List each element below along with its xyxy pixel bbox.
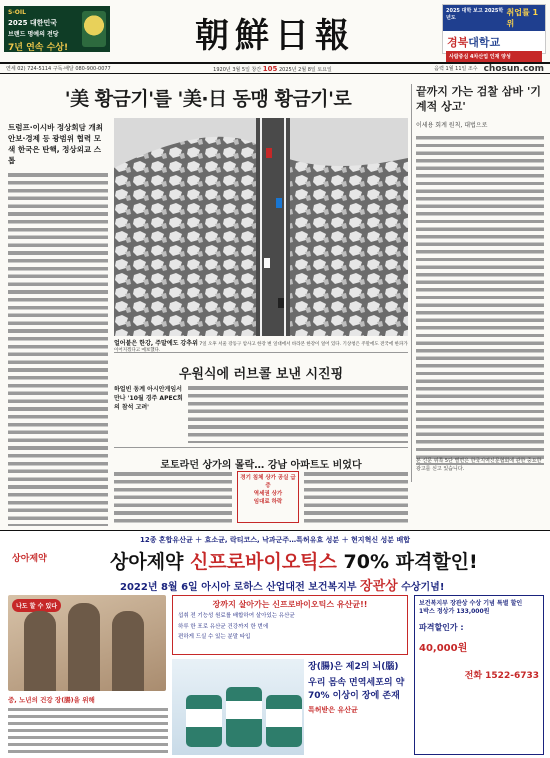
ad-right-top-small: 2025 대학 보고 2025학년도 (446, 8, 504, 21)
third-story-body-left (114, 471, 232, 525)
ad-quote-body (8, 707, 168, 755)
right-column-body (416, 135, 544, 465)
third-story-box (237, 471, 299, 523)
right-column-byline: 이세용 회계 원칙, 대법으로 (416, 122, 488, 129)
ad-left-brand: S-OIL (8, 9, 26, 16)
second-subhead: 하얼빈 동계 아시안게임서 만나 '10월 경주 APEC회의 참석 고려' (114, 386, 183, 411)
ad-benefits-box (172, 595, 408, 655)
product-bottle-icon (226, 687, 262, 747)
ad-person-silhouette (24, 611, 56, 691)
masthead-ad-right[interactable] (442, 4, 546, 60)
ad-benefit-line: 편하게 드실 수 있는 분말 타입 (178, 634, 251, 640)
ad-feature-3: 특허받은 유산균 (308, 706, 358, 714)
site-link[interactable]: chosun.com (483, 63, 544, 74)
ad-title-discount: 70% 파격할인! (343, 551, 478, 573)
sanga-logo: 상아제약 (12, 554, 47, 564)
ad-people-photo (8, 595, 166, 691)
ad-benefit-line: 하루 한 포로 유산균 건강까지 한 번에 (178, 623, 269, 630)
ad-right-school-name (443, 31, 545, 51)
info-issue-number: 105 (262, 64, 278, 73)
right-column-notice: 본 신문 위쪽 5단 별면은 한국지역신문협회에 관한 중요한 광고를 싣고 있습니다. (416, 458, 542, 472)
second-story-body (188, 385, 408, 443)
ad-person-silhouette (68, 603, 100, 691)
ad-feature-1: 장(腸)은 제2의 뇌(腦) (308, 662, 399, 672)
info-contact: 연세 02) 724-5114 구독·배달 080-900-0077 (6, 66, 111, 72)
ad-left-mascot-image (82, 11, 106, 47)
ad-subtitle-event: 아시아 로하스 산업대전 보건복지부 (201, 582, 357, 593)
ad-right-name-left: 경북 (447, 36, 469, 49)
ad-price-box[interactable] (414, 595, 544, 755)
ad-right-badge: 취업률 1위 (506, 8, 539, 28)
ad-product-photo (172, 659, 304, 755)
main-story-body (8, 172, 108, 526)
photo-caption-text: 7일 오후 서울 강동구 암사고 한강 변 일대에서 바라본 한강이 얼어 있다. 기상청은 주말에도 전국에 한파가 이어지겠다고 예보했다. (114, 342, 408, 353)
frozen-river-image (114, 118, 408, 336)
main-deck: 트럼프·이시바 정상회담 개최 안보·경제 등 광범위 협력 모색 한국은 탄핵, 정상외교 스톱 (8, 123, 104, 165)
product-bottle-icon (186, 695, 222, 747)
masthead (0, 0, 550, 60)
ad-left-line3: 브랜드 명예의 전당 (8, 31, 59, 38)
ad-title-product: 신프로바이오틱스 (190, 551, 337, 573)
ad-benefit-line: 섭취 전 기능성 원료를 배합하여 살아있는 유산균 (178, 613, 295, 619)
third-box-line1: 경기 침체 상가 공실 급증 (240, 475, 296, 489)
info-lunar: 음력 1월 11일 조수 (434, 66, 478, 72)
info-bar (0, 62, 550, 74)
ad-right-bottom: 사람중심 4차산업 인재 양성 (446, 51, 542, 62)
ad-title-brand: 상아제약 (110, 551, 184, 573)
second-headline[interactable]: 우원식에 러브콜 보낸 시진핑 (114, 352, 408, 382)
ad-left-line2: 2025 대한민국 (8, 19, 57, 27)
ad-person-silhouette (112, 611, 144, 691)
ad-subtitle-date: 2022년 8월 6일 (120, 582, 198, 593)
right-column-story[interactable] (416, 84, 544, 465)
ad-people-tag: 나도 할 수 있다 (12, 599, 61, 612)
price-label: 파격할인가 : (419, 623, 464, 632)
ad-benefits-title: 장까지 살아가는 신프로바이오틱스 유산균!! (212, 600, 368, 609)
info-founded: 1920년 3월 5일 창간 (213, 66, 262, 73)
ad-features (308, 659, 408, 715)
ad-left-line4: 7년 연속 수상! (8, 43, 69, 53)
ad-feature-2: 우리 몸속 면역세포의 약 70% 이상이 장에 존재 (308, 678, 405, 701)
ad-right-top (443, 5, 545, 31)
ad-title (110, 547, 478, 574)
front-photo-frozen-river[interactable] (114, 118, 408, 336)
info-issue (111, 65, 435, 73)
column-divider (411, 84, 412, 482)
ad-subtitle-award: 장관상 (360, 579, 398, 594)
price-value: 40,000원 (419, 643, 468, 654)
right-column-headline: 끝까지 가는 검찰 삼바 '기계적 상고' (416, 85, 541, 113)
product-bottle-icon (266, 695, 302, 747)
third-headline[interactable]: 로토라던 상가의 몰락… 강남 아파트도 비었다 (114, 447, 408, 471)
ad-subtitle-tail: 수상기념! (401, 582, 445, 593)
ad-subtitle (120, 575, 444, 594)
ad-quote: 중, 노년의 건강 장(腸)을 위해 (8, 696, 95, 704)
masthead-ad-left[interactable] (4, 6, 110, 52)
ad-right-name-right: 대학교 (468, 36, 501, 49)
ad-band-top: 12종 혼합유산균 ＋ 효소균, 락티코스, 낙과군주…특허유효 성분 ＋ 현지혁신 성분 배합 (139, 536, 411, 544)
newspaper-logo[interactable]: 朝鮮日報 (195, 16, 355, 56)
third-story-body-right (304, 471, 408, 525)
price-line-1: 보건복지부 장관상 수상 기념 특별 할인 (419, 600, 523, 607)
third-box-line2: 역세권 상가 (253, 491, 283, 497)
third-box-line3: 임대료 하락 (253, 499, 283, 505)
main-headline[interactable]: '美 황금기'를 '美·日 동맹 황금기'로 (64, 88, 352, 110)
info-date: 2025년 2월 8일 토요일 (279, 66, 332, 73)
price-line-2: 1박스 정상가 133,000원 (419, 608, 490, 615)
order-phone[interactable]: 전화 1522-6733 (464, 671, 539, 681)
photo-caption-title: 얼어붙은 한강, 주말에도 강추위 (114, 340, 198, 347)
probiotics-advertisement[interactable] (0, 530, 550, 758)
